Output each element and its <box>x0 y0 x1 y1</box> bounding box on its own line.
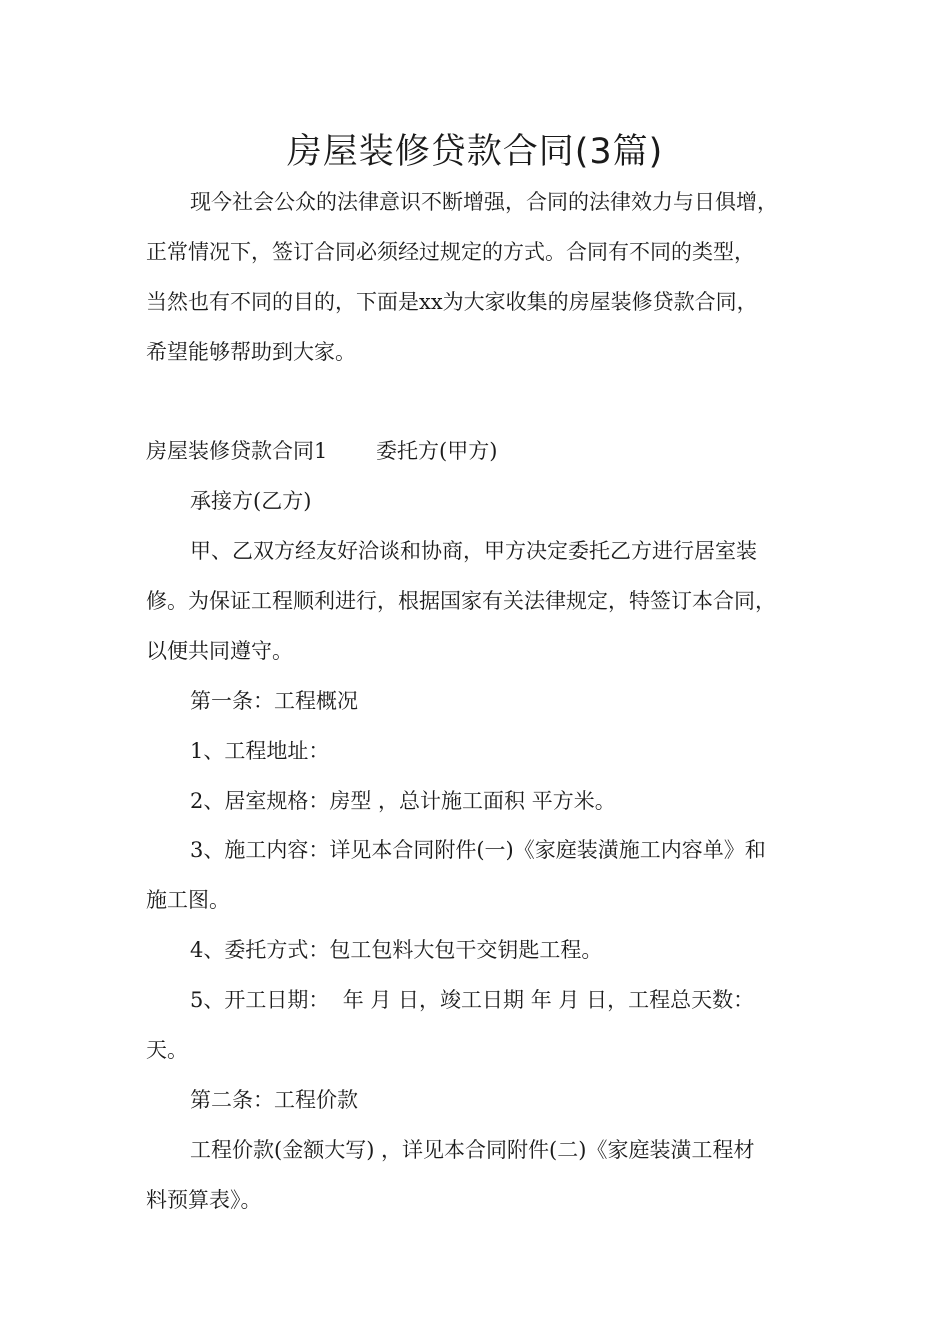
clause-line: 4、委托方式：包工包料大包干交钥匙工程。 <box>190 938 603 962</box>
intro-paragraph-line: 现今社会公众的法律意识不断增强，合同的法律效力与日俱增， <box>190 190 778 214</box>
clause-line: 天。 <box>146 1038 188 1062</box>
article-heading: 第一条：工程概况 <box>190 689 358 713</box>
clause-line: 2、居室规格：房型 ，总计施工面积 平方米。 <box>190 789 616 813</box>
document-title: 房屋装修贷款合同(3篇) <box>286 132 664 172</box>
clause-line: 料预算表》。 <box>146 1188 262 1212</box>
body-paragraph-line: 以便共同遵守。 <box>146 639 293 663</box>
intro-paragraph-line: 正常情况下，签订合同必须经过规定的方式。合同有不同的类型， <box>146 240 755 264</box>
intro-paragraph-line: 希望能够帮助到大家。 <box>146 340 356 364</box>
contract-heading-party-a: 房屋装修贷款合同1 委托方(甲方) <box>146 439 498 463</box>
body-paragraph-line: 修。为保证工程顺利进行，根据国家有关法律规定，特签订本合同， <box>146 589 776 613</box>
clause-line: 施工图。 <box>146 888 230 912</box>
clause-line: 3、施工内容：详见本合同附件(一)《家庭装潢施工内容单》和 <box>190 838 766 862</box>
clause-line: 5、开工日期： 年 月 日，竣工日期 年 月 日，工程总天数： <box>190 988 755 1012</box>
clause-line: 1、工程地址： <box>190 739 330 763</box>
intro-paragraph-line: 当然也有不同的目的，下面是xx为大家收集的房屋装修贷款合同， <box>146 290 758 314</box>
article-heading: 第二条：工程价款 <box>190 1088 358 1112</box>
clause-line: 工程价款(金额大写) ，详见本合同附件(二)《家庭装潢工程材 <box>190 1138 755 1162</box>
body-paragraph-line: 甲、乙双方经友好洽谈和协商，甲方决定委托乙方进行居室装 <box>190 539 757 563</box>
party-b-line: 承接方(乙方) <box>190 489 312 513</box>
